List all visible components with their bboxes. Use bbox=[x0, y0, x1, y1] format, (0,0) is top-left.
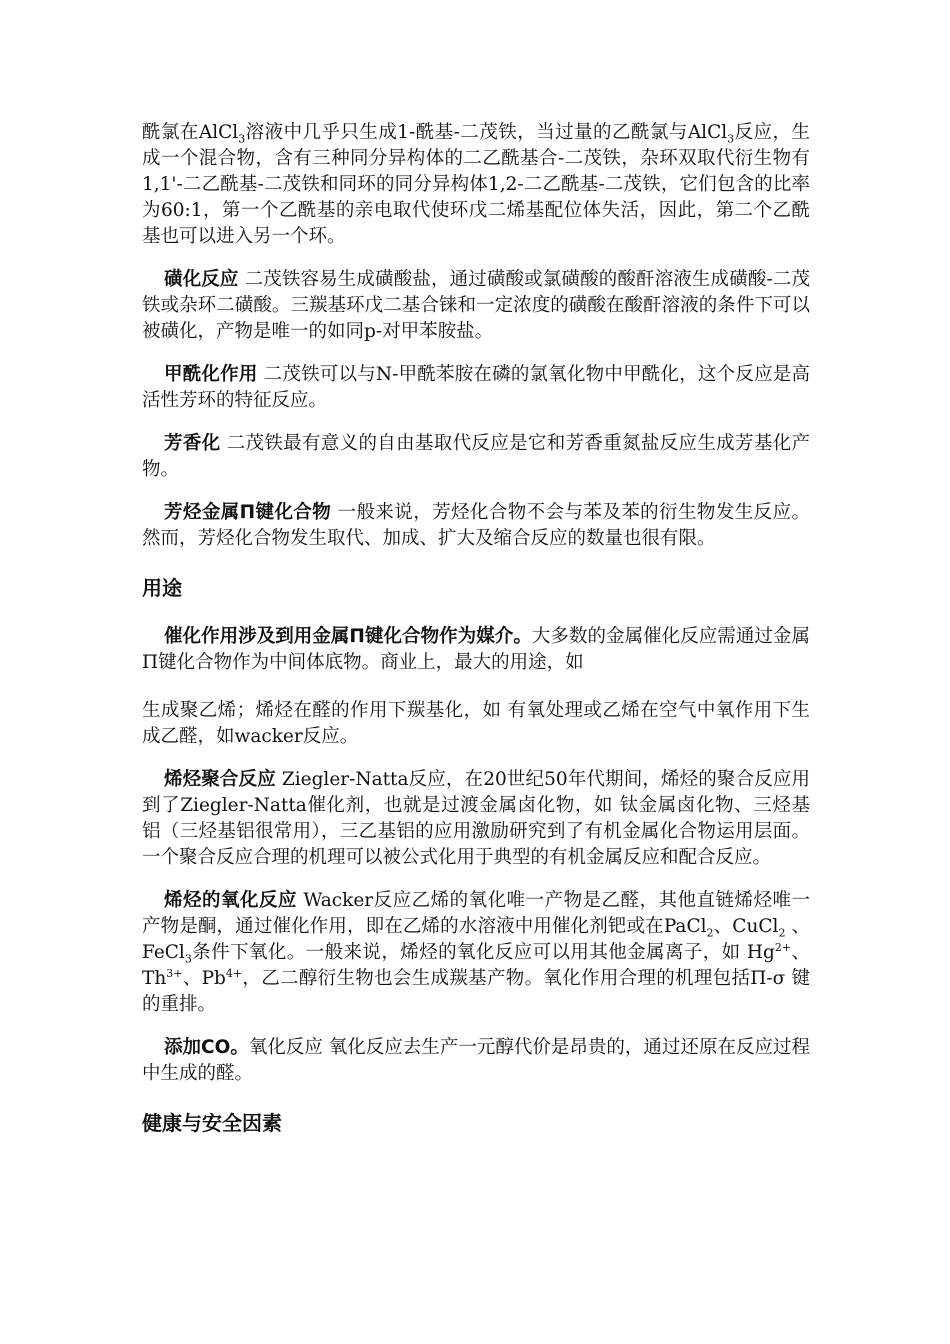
paragraph-formylation: 甲酰化作用 二茂铁可以与N-甲酰苯胺在磷的氯氧化物中甲酰化，这个反应是高活性芳环的特征反应。 bbox=[142, 364, 810, 411]
paragraph-arene-complex: 芳烃金属Π键化合物 一般来说，芳烃化合物不会与苯及苯的衍生物发生反应。然而，芳烃化合物发生取代、加成、扩大及缩合反应的数量也很有限。 bbox=[142, 502, 811, 549]
paragraph-polyethylene: 生成聚乙烯；烯烃在醛的作用下羰基化，如 有氧处理或乙烯在空气中氧作用下生成乙醛，如wacker反应。 bbox=[142, 700, 810, 747]
term-formylation: 甲酰化作用 bbox=[164, 364, 258, 385]
paragraph-acylation: 酰氯在AlCl$_3$溶液中几乎只生成1-酰基-二茂铁，当过量的乙酰氯与AlCl$_3$反应，生成一个混合物，含有三种同分异构体的二乙酰基合-二茂铁，杂环双取代衍生物有1,1'-二乙酰基-二茂铁和同环的同分异构体1,2-二乙酰基-二茂铁，它们包含的比率为60:1，第一个乙酰基的亲电取代使环戊二烯基配位体失活，因此，第二个乙酰基也可以进入另一个环。 bbox=[142, 122, 810, 247]
term-add-co: 添加CO。 bbox=[164, 1037, 249, 1058]
paragraph-catalysis: 催化作用涉及到用金属Π键化合物作为媒介。大多数的金属催化反应需通过金属Π键化合物作为中间体底物。商业上，最大的用途，如 bbox=[142, 626, 810, 673]
document-body bbox=[142, 120, 810, 1137]
paragraph-polymerization: 烯烃聚合反应 Ziegler-Natta反应，在20世纪50年代期间，烯烃的聚合反应用到了Ziegler-Natta催化剂，也就是过渡金属卤化物，如 钛金属卤化物、三烃基铝（三烃基铝很常用），三乙基铝的应用激励研究到了有机金属化合物运用层面。一个聚合反应合理的机理可以被公式化用于典型的有机金属反应和配合反应。 bbox=[142, 769, 810, 868]
paragraph-arylation: 芳香化 二茂铁最有意义的自由基取代反应是它和芳香重氮盐反应生成芳基化产物。 bbox=[142, 433, 810, 480]
heading-health-safety: 健康与安全因素 bbox=[142, 1111, 282, 1135]
heading-uses: 用途 bbox=[142, 576, 182, 600]
term-catalysis: 催化作用涉及到用金属Π键化合物作为媒介。 bbox=[164, 626, 532, 647]
term-polymerization: 烯烃聚合反应 bbox=[164, 769, 276, 790]
paragraph-sulfonation: 磺化反应 二茂铁容易生成磺酸盐，通过磺酸或氯磺酸的酸酐溶液生成磺酸-二茂铁或杂环二磺酸。三羰基环戊二基合铼和一定浓度的磺酸在酸酐溶液的条件下可以被磺化，产物是唯一的如同p-对甲苯胺盐。 bbox=[142, 269, 810, 342]
term-sulfonation: 磺化反应 bbox=[164, 269, 239, 290]
paragraph-oxidation: 烯烃的氧化反应 Wacker反应乙烯的氧化唯一产物是乙醛，其他直链烯烃唯一产物是酮，通过催化作用，即在乙烯的水溶液中用催化剂钯或在PaCl$_2$、CuCl$_2$ 、FeCl$_3$条件下氧化。一般来说，烯烃的氧化反应可以用其他金属离子，如 $Hg^{2+}$、$Th^{3+}$、$Pb^{4+}$，乙二醇衍生物也会生成羰基产物。氧化作用合理的机理包括Π-σ 键的重排。 bbox=[142, 890, 810, 1015]
term-arylation: 芳香化 bbox=[164, 433, 221, 454]
paragraph-add-co: 添加CO。氧化反应 氧化反应去生产一元醇代价是昂贵的，通过还原在反应过程中生成的醛。 bbox=[142, 1037, 810, 1084]
term-oxidation: 烯烃的氧化反应 bbox=[164, 890, 297, 911]
term-arene-complex: 芳烃金属Π键化合物 bbox=[164, 502, 332, 523]
